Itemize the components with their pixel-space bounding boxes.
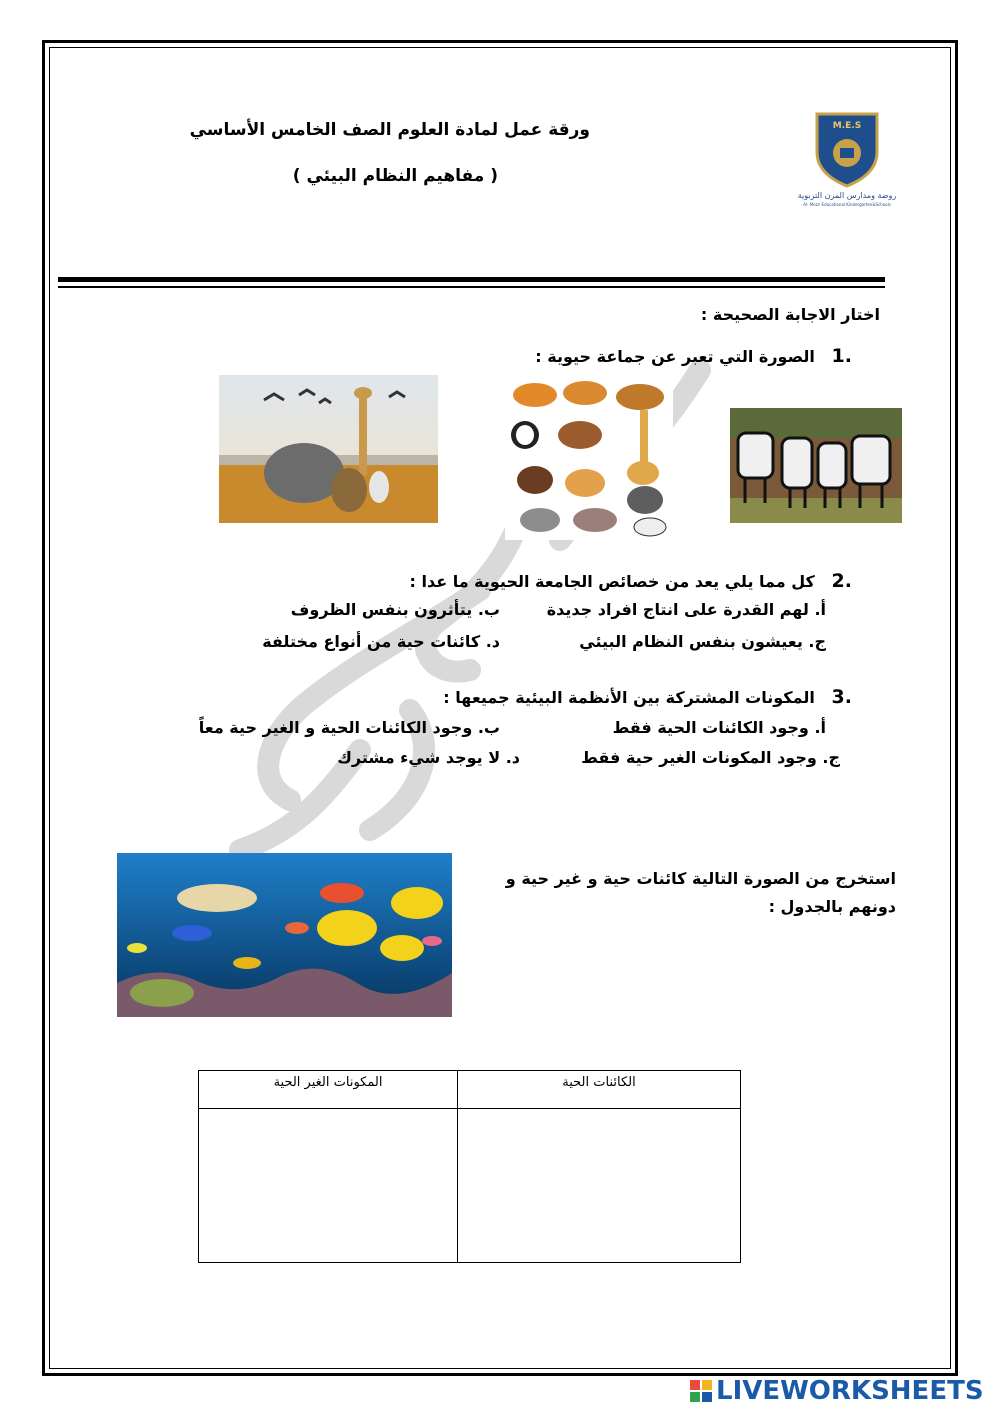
zebra-herd-image[interactable]: [730, 408, 902, 523]
q2-option-a[interactable]: أ. لهم القدرة على انتاج افراد جديدة: [546, 600, 826, 619]
nonliving-header: المكونات الغير الحية: [273, 1075, 383, 1090]
liveworksheets-icon: [690, 1380, 712, 1402]
question-1-number: .1: [831, 345, 852, 367]
toy-animals-image[interactable]: [505, 375, 673, 540]
living-header: الكائنات الحية: [562, 1075, 636, 1090]
question-2-number: .2: [831, 570, 852, 592]
q2-option-b[interactable]: ب. يتأثرون بنفس الظروف: [290, 600, 500, 619]
nonliving-answer-cell[interactable]: [199, 1109, 457, 1262]
question-2-text: كل مما يلي يعد من خصائص الجامعة الحيوية ما عدا :: [409, 572, 815, 591]
question-2: [300, 570, 852, 592]
worksheet-title: ورقة عمل لمادة العلوم الصف الخامس الأساسي: [189, 120, 590, 140]
q3-option-d[interactable]: د. لا يوجد شيء مشترك: [337, 748, 520, 767]
question-3-text: المكونات المشتركة بين الأنظمة البيئية جميعها :: [443, 688, 815, 707]
liveworksheets-brand: LIVEWORKSHEETS: [716, 1376, 984, 1406]
school-logo: [790, 108, 905, 208]
question-1-text: الصورة التي تعبر عن جماعة حيوية :: [535, 347, 815, 366]
question-1: [300, 345, 852, 367]
question-3: [300, 686, 852, 708]
svg-text:Al- Mozn Educational Kindergar: Al- Mozn Educational Kindergarten&Schools: [803, 202, 891, 207]
q2-option-d[interactable]: د. كائنات حية من أنواع مختلفة: [262, 632, 500, 651]
q2-option-c[interactable]: ج. يعيشون بنفس النظام البيئي: [579, 632, 826, 651]
header-divider: [58, 277, 885, 282]
living-answer-cell[interactable]: [458, 1109, 740, 1262]
question-3-number: .3: [831, 686, 852, 708]
q3-option-b[interactable]: ب. وجود الكائنات الحية و الغير حية معاً: [198, 718, 500, 737]
svg-text:M.E.S: M.E.S: [832, 121, 862, 131]
instruction-text: اختار الاجابة الصحيحة :: [700, 305, 880, 324]
header-divider-thin: [58, 286, 885, 288]
coral-reef-image: [117, 853, 452, 1017]
q3-option-a[interactable]: أ. وجود الكائنات الحية فقط: [612, 718, 826, 737]
q3-option-c[interactable]: ج. وجود المكونات الغير حية فقط: [581, 748, 840, 767]
extract-prompt: استخرج من الصورة التالية كائنات حية و غير حية و دونهم بالجدول :: [505, 869, 896, 916]
worksheet-subtitle: ( مفاهيم النظام البيئي ): [292, 166, 498, 186]
svg-text:روضة ومدارس المزن التربوية: روضة ومدارس المزن التربوية: [797, 191, 897, 200]
liveworksheets-logo: [690, 1376, 990, 1406]
savanna-animals-image[interactable]: [219, 375, 438, 523]
